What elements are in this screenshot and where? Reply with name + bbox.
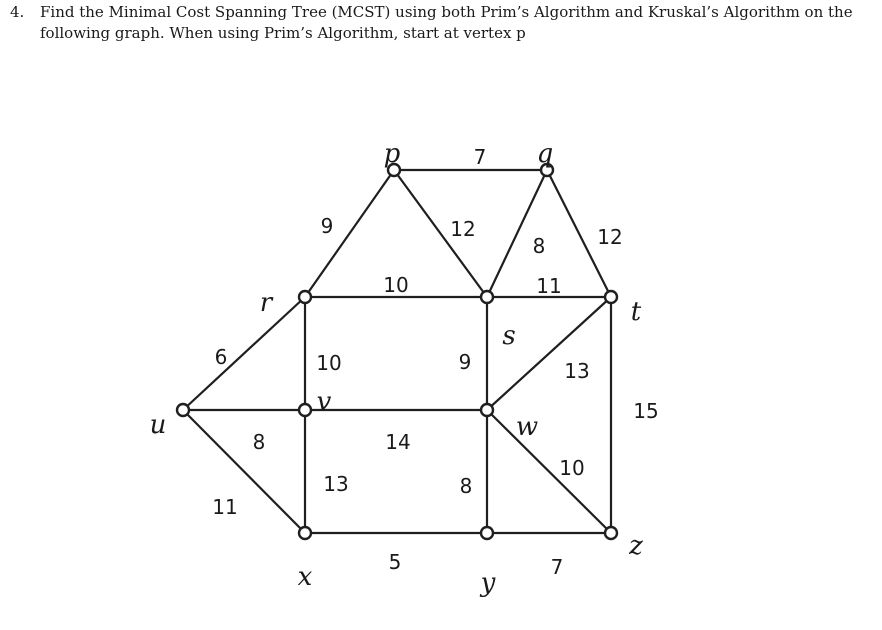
- vertex-v: [299, 404, 311, 416]
- question-number: 4.: [10, 3, 25, 21]
- vertex-u: [177, 404, 189, 416]
- edge-weight-q-t: 12: [597, 225, 623, 249]
- edge-weight-x-y: 5: [388, 550, 402, 574]
- vertex-label-s: s: [502, 321, 516, 351]
- edge-weight-r-s: 10: [383, 273, 409, 297]
- vertex-label-p: p: [383, 139, 401, 169]
- vertex-label-t: t: [630, 297, 642, 327]
- vertex-x: [299, 527, 311, 539]
- vertex-y: [481, 527, 493, 539]
- edge-weight-v-x: 13: [323, 472, 349, 496]
- vertex-w: [481, 404, 493, 416]
- edge-w-z: [487, 410, 611, 533]
- vertex-z: [605, 527, 617, 539]
- vertex-t: [605, 291, 617, 303]
- edge-r-u: [183, 297, 305, 410]
- edge-weight-s-w: 9: [458, 350, 472, 374]
- vertex-s: [481, 291, 493, 303]
- edge-weight-r-v: 10: [316, 351, 342, 375]
- edge-weight-r-u: 6: [214, 345, 228, 369]
- question-prompt: Find the Minimal Cost Spanning Tree (MCST) using both Prim’s Algorithm and Kruskal’s Algorithm on the following graph. When using Prim’s Algorithm, start at vertex p: [40, 3, 853, 42]
- vertex-label-y: y: [480, 568, 496, 598]
- edge-t-w: [487, 297, 611, 410]
- edge-weight-p-q: 7: [473, 145, 487, 169]
- edge-weight-u-v: 8: [252, 430, 266, 454]
- edge-weight-p-r: 9: [320, 214, 334, 238]
- edge-weight-u-x: 11: [212, 495, 238, 519]
- edge-weight-w-y: 8: [459, 474, 473, 498]
- edge-weight-q-s: 8: [532, 234, 546, 258]
- edge-u-x: [183, 410, 305, 533]
- vertex-label-v: v: [316, 387, 332, 417]
- edge-weight-s-t: 11: [536, 274, 562, 298]
- edge-weight-w-z: 10: [559, 456, 585, 480]
- vertex-label-x: x: [297, 562, 313, 592]
- edge-weight-p-s: 12: [450, 217, 476, 241]
- edge-p-r: [305, 170, 394, 297]
- edge-weight-y-z: 7: [550, 555, 564, 579]
- vertex-label-q: q: [536, 139, 554, 169]
- edge-weight-t-z: 15: [633, 399, 659, 423]
- vertex-label-r: r: [259, 288, 273, 318]
- vertex-r: [299, 291, 311, 303]
- vertex-label-u: u: [149, 410, 167, 440]
- edges-layer: [183, 170, 611, 533]
- vertex-label-z: z: [629, 531, 643, 561]
- edge-weight-t-w: 13: [564, 359, 590, 383]
- vertex-label-w: w: [515, 412, 539, 442]
- edge-weight-v-w: 14: [385, 430, 411, 454]
